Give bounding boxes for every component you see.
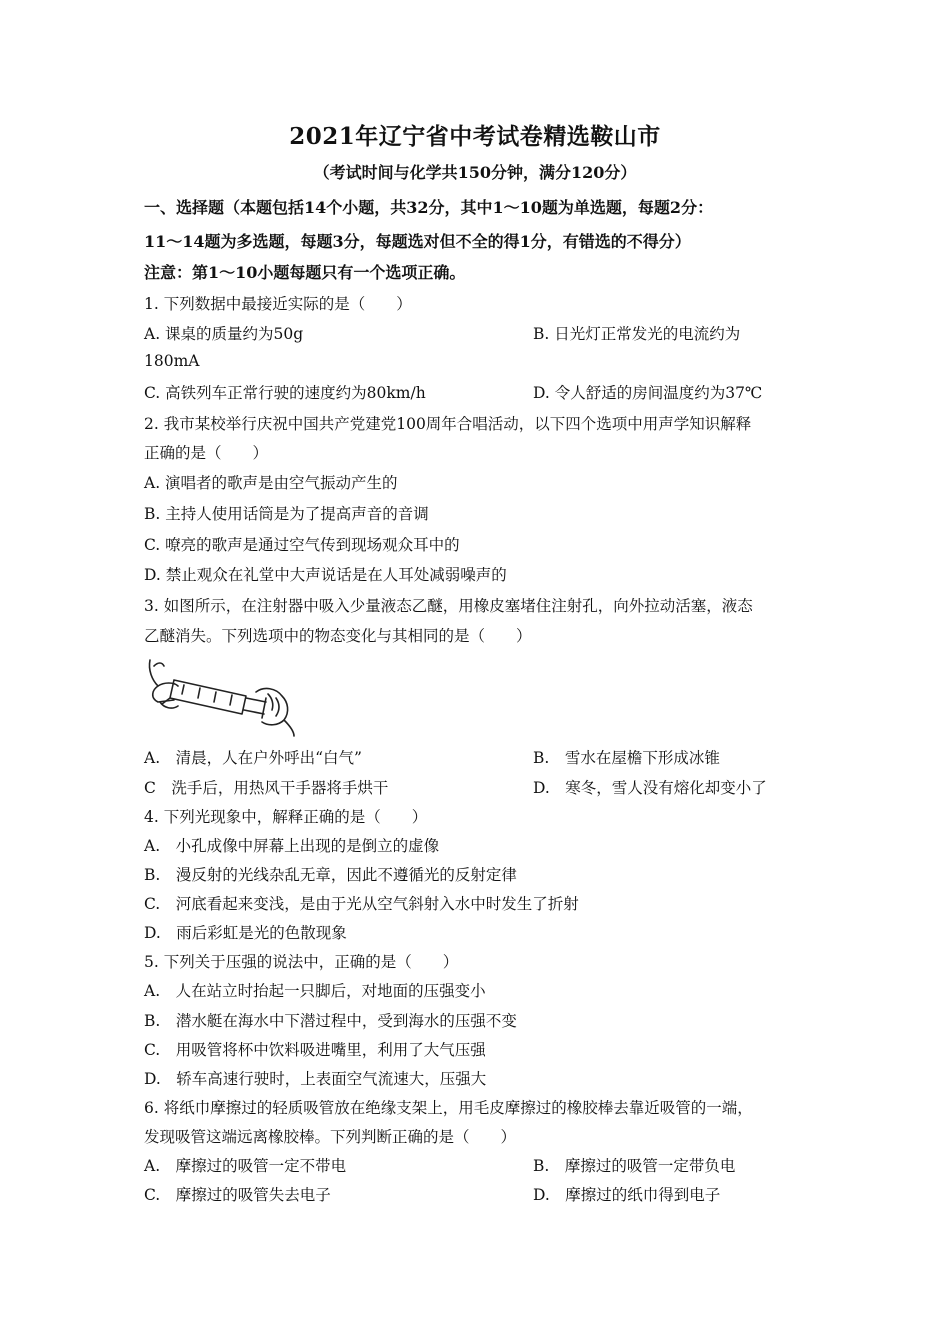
question-3-stem-cont: 乙醚消失。下列选项中的物态变化与其相同的是（ ） [144,627,532,645]
question-2-stem-cont: 正确的是（ ） [144,444,269,462]
question-4-option-b: B. 漫反射的光线杂乱无章，因此不遵循光的反射定律 [144,866,517,884]
question-1-option-b-cont: 180mA [144,352,200,370]
section-heading-line2: 11～14题为多选题，每题3分，每题选对但不全的得1分，有错选的不得分） [144,232,691,251]
question-4-option-a: A. 小孔成像中屏幕上出现的是倒立的虚像 [144,837,440,855]
question-6-stem: 6. 将纸巾摩擦过的轻质吸管放在绝缘支架上，用毛皮摩擦过的橡胶棒去靠近吸管的一端， [144,1099,753,1117]
question-6-stem-cont: 发现吸管这端远离橡胶棒。下列判断正确的是（ ） [144,1128,517,1146]
question-5-option-b: B. 潜水艇在海水中下潜过程中，受到海水的压强不变 [144,1012,517,1030]
question-6-option-a: A. 摩擦过的吸管一定不带电 [144,1157,347,1175]
question-5-option-a: A. 人在站立时抬起一只脚后，对地面的压强变小 [144,982,486,1000]
question-5-stem: 5. 下列关于压强的说法中，正确的是（ ） [144,953,459,971]
question-6-option-d: D. 摩擦过的纸巾得到电子 [533,1186,721,1204]
exam-info: （考试时间与化学共150分钟，满分120分） [313,163,637,182]
section-heading-line1: 一、选择题（本题包括14个小题，共32分，其中1～10题为单选题，每题2分： [144,198,714,217]
syringe-figure [144,652,300,738]
question-4-option-d: D. 雨后彩虹是光的色散现象 [144,924,347,942]
question-4-option-c: C. 河底看起来变浅，是由于光从空气斜射入水中时发生了折射 [144,895,579,913]
question-5-option-d: D. 轿车高速行驶时，上表面空气流速大，压强大 [144,1070,487,1088]
question-2-option-c: C. 嘹亮的歌声是通过空气传到现场观众耳中的 [144,536,460,554]
question-1-option-b: B. 日光灯正常发光的电流约为 [533,325,741,343]
question-2-option-a: A. 演唱者的歌声是由空气振动产生的 [144,474,398,492]
question-4-stem: 4. 下列光现象中，解释正确的是（ ） [144,808,428,826]
question-1-option-a: A. 课桌的质量约为50g [144,325,304,343]
page-title: 2021年辽宁省中考试卷精选鞍山市 [289,123,661,150]
question-6-option-b: B. 摩擦过的吸管一定带负电 [533,1157,736,1175]
question-3-option-a: A. 清晨，人在户外呼出“白气” [144,749,362,767]
question-2-stem: 2. 我市某校举行庆祝中国共产党建党100周年合唱活动，以下四个选项中用声学知识解释 [144,415,752,433]
question-3-option-d: D. 寒冬，雪人没有熔化却变小了 [533,779,767,797]
question-5-option-c: C. 用吸管将杯中饮料吸进嘴里，利用了大气压强 [144,1041,486,1059]
question-6-option-c: C. 摩擦过的吸管失去电子 [144,1186,331,1204]
question-3-option-c: C 洗手后，用热风干手器将手烘干 [144,779,389,797]
question-3-stem: 3. 如图所示，在注射器中吸入少量液态乙醚，用橡皮塞堵住注射孔，向外拉动活塞，液态 [144,597,753,615]
question-1-option-d: D. 令人舒适的房间温度约为37℃ [533,384,763,402]
question-3-option-b: B. 雪水在屋檐下形成冰锥 [533,749,720,767]
question-1-stem: 1. 下列数据中最接近实际的是（ ） [144,295,412,313]
question-2-option-b: B. 主持人使用话筒是为了提高声音的音调 [144,505,429,523]
question-2-option-d: D. 禁止观众在礼堂中大声说话是在人耳处减弱噪声的 [144,566,507,584]
question-1-option-c: C. 高铁列车正常行驶的速度约为80km/h [144,384,426,402]
section-note: 注意：第1～10小题每题只有一个选项正确。 [144,263,466,282]
